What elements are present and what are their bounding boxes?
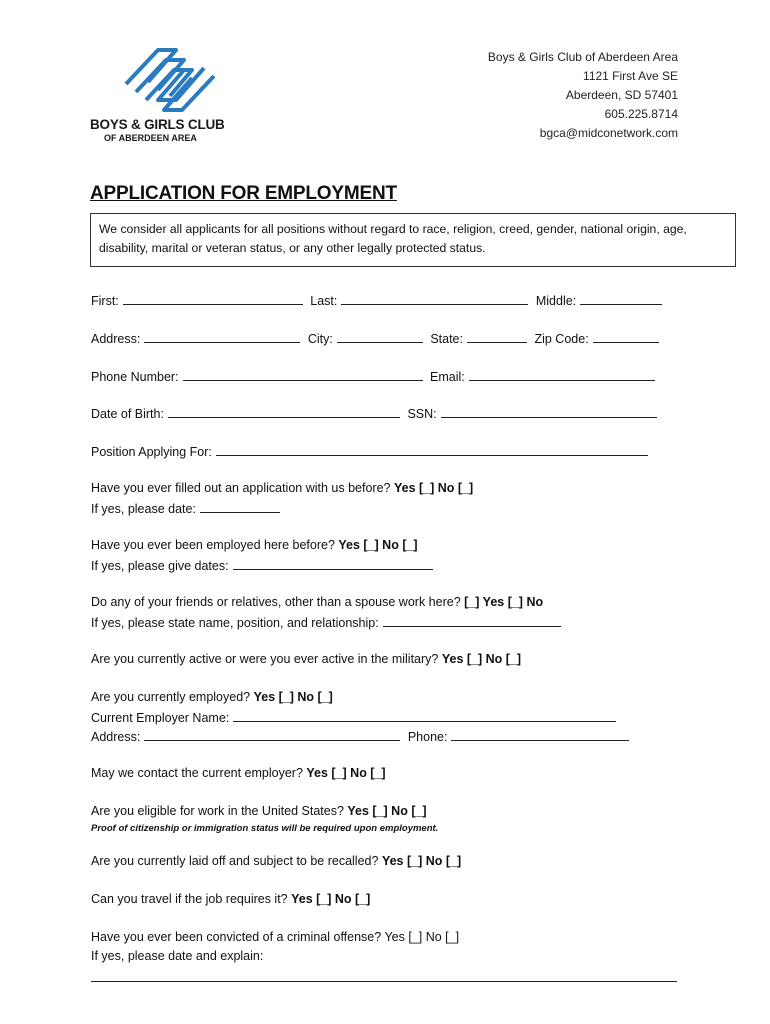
- phone-field[interactable]: [183, 368, 423, 381]
- employer-label: Current Employer Name:: [91, 711, 230, 725]
- yes-no-options[interactable]: Yes [_] No [_]: [306, 766, 386, 780]
- yes-no-options[interactable]: [_] Yes [_] No: [464, 595, 544, 609]
- name-row: [91, 292, 662, 308]
- question-text: Are you currently active or were you ever active in the military?: [91, 652, 439, 666]
- follow-label: If yes, please give dates:: [91, 559, 229, 573]
- question-travel: [91, 892, 370, 906]
- employer-address-label: Address:: [91, 730, 141, 744]
- follow-label: If yes, please state name, position, and relationship:: [91, 616, 379, 630]
- first-label: First:: [91, 294, 119, 308]
- phone: 605.225.8714: [604, 107, 678, 121]
- prior-employment-dates-row: [91, 557, 433, 573]
- middle-label: Middle:: [535, 294, 577, 308]
- position-field[interactable]: [216, 443, 648, 456]
- first-name-field[interactable]: [123, 292, 303, 305]
- prior-application-date-field[interactable]: [200, 500, 280, 513]
- eeo-notice: We consider all applicants for all positions without regard to race, religion, creed, gender, national origin, age, disability, marital or veteran status, or any other legally protected status.: [90, 213, 736, 267]
- address-label: Address:: [91, 332, 141, 346]
- contact-block: [488, 48, 678, 143]
- phone-label: Phone Number:: [91, 370, 179, 384]
- question-prior-employment: [91, 538, 418, 552]
- address-row: [91, 330, 659, 346]
- email-field[interactable]: [469, 368, 655, 381]
- address-field[interactable]: [144, 330, 300, 343]
- email: bgca@midconetwork.com: [539, 126, 678, 140]
- middle-name-field[interactable]: [580, 292, 662, 305]
- dob-field[interactable]: [168, 405, 400, 418]
- question-employed: [91, 690, 333, 704]
- prior-application-date-row: [91, 500, 280, 516]
- yes-no-options[interactable]: Yes [_] No [_]: [291, 892, 371, 906]
- ssn-field[interactable]: [441, 405, 657, 418]
- dob-row: [91, 405, 657, 421]
- question-text: Can you travel if the job requires it?: [91, 892, 288, 906]
- question-laid-off: [91, 854, 461, 868]
- dob-label: Date of Birth:: [91, 407, 164, 421]
- last-name-field[interactable]: [341, 292, 528, 305]
- question-eligible: [91, 804, 427, 818]
- yes-no-options[interactable]: Yes [_] No [_]: [253, 690, 333, 704]
- logo-subtitle: OF ABERDEEN AREA: [104, 133, 197, 143]
- state-label: State:: [430, 332, 463, 346]
- question-text: Are you currently laid off and subject to be recalled?: [91, 854, 379, 868]
- position-label: Position Applying For:: [91, 445, 212, 459]
- logo-name: BOYS & GIRLS CLUB: [90, 117, 225, 132]
- criminal-explain-row: [91, 949, 263, 963]
- email-label: Email:: [430, 370, 465, 384]
- relatives-details-row: [91, 614, 561, 630]
- yes-no-options[interactable]: Yes [_] No [_]: [338, 538, 418, 552]
- question-prior-application: [91, 481, 473, 495]
- question-contact-employer: [91, 766, 386, 780]
- criminal-explain-field[interactable]: [91, 981, 677, 982]
- employer-address-row: [91, 728, 629, 744]
- street: 1121 First Ave SE: [583, 69, 678, 83]
- club-logo: [88, 44, 258, 144]
- question-text: Have you ever filled out an application with us before?: [91, 481, 391, 495]
- ssn-label: SSN:: [407, 407, 437, 421]
- yes-no-options[interactable]: Yes [_] No [_]: [393, 481, 474, 495]
- city-state-zip: Aberdeen, SD 57401: [565, 88, 678, 102]
- employer-name-field[interactable]: [233, 709, 616, 722]
- position-row: [91, 443, 648, 459]
- prior-employment-dates-field[interactable]: [233, 557, 433, 570]
- question-text: Are you currently employed?: [91, 690, 251, 704]
- citizenship-note: Proof of citizenship or immigration status will be required upon employment.: [91, 823, 439, 834]
- question-military: [91, 652, 521, 666]
- question-criminal: [91, 930, 459, 944]
- state-field[interactable]: [467, 330, 527, 343]
- yes-no-options[interactable]: Yes [_] No [_]: [384, 930, 460, 944]
- question-relatives: [91, 595, 543, 609]
- city-label: City:: [307, 332, 333, 346]
- follow-label: If yes, please date:: [91, 502, 196, 516]
- yes-no-options[interactable]: Yes [_] No [_]: [441, 652, 522, 666]
- zip-label: Zip Code:: [534, 332, 589, 346]
- phone-row: [91, 368, 655, 384]
- question-text: Have you ever been employed here before?: [91, 538, 335, 552]
- yes-no-options[interactable]: Yes [_] No [_]: [381, 854, 462, 868]
- relatives-details-field[interactable]: [383, 614, 561, 627]
- city-field[interactable]: [337, 330, 423, 343]
- follow-label: If yes, please date and explain:: [91, 949, 264, 963]
- question-text: Are you eligible for work in the United States?: [91, 804, 344, 818]
- org-name: Boys & Girls Club of Aberdeen Area: [487, 50, 678, 64]
- employer-phone-label: Phone:: [407, 730, 448, 744]
- question-text: May we contact the current employer?: [91, 766, 303, 780]
- employer-name-row: [91, 709, 616, 725]
- yes-no-options[interactable]: Yes [_] No [_]: [347, 804, 427, 818]
- employer-address-field[interactable]: [144, 728, 400, 741]
- employer-phone-field[interactable]: [451, 728, 629, 741]
- zip-field[interactable]: [593, 330, 659, 343]
- page-title: APPLICATION FOR EMPLOYMENT: [90, 183, 397, 204]
- last-label: Last:: [310, 294, 338, 308]
- question-text: Do any of your friends or relatives, other than a spouse work here?: [91, 595, 461, 609]
- question-text: Have you ever been convicted of a criminal offense?: [91, 930, 382, 944]
- hands-logo-icon: [118, 44, 223, 116]
